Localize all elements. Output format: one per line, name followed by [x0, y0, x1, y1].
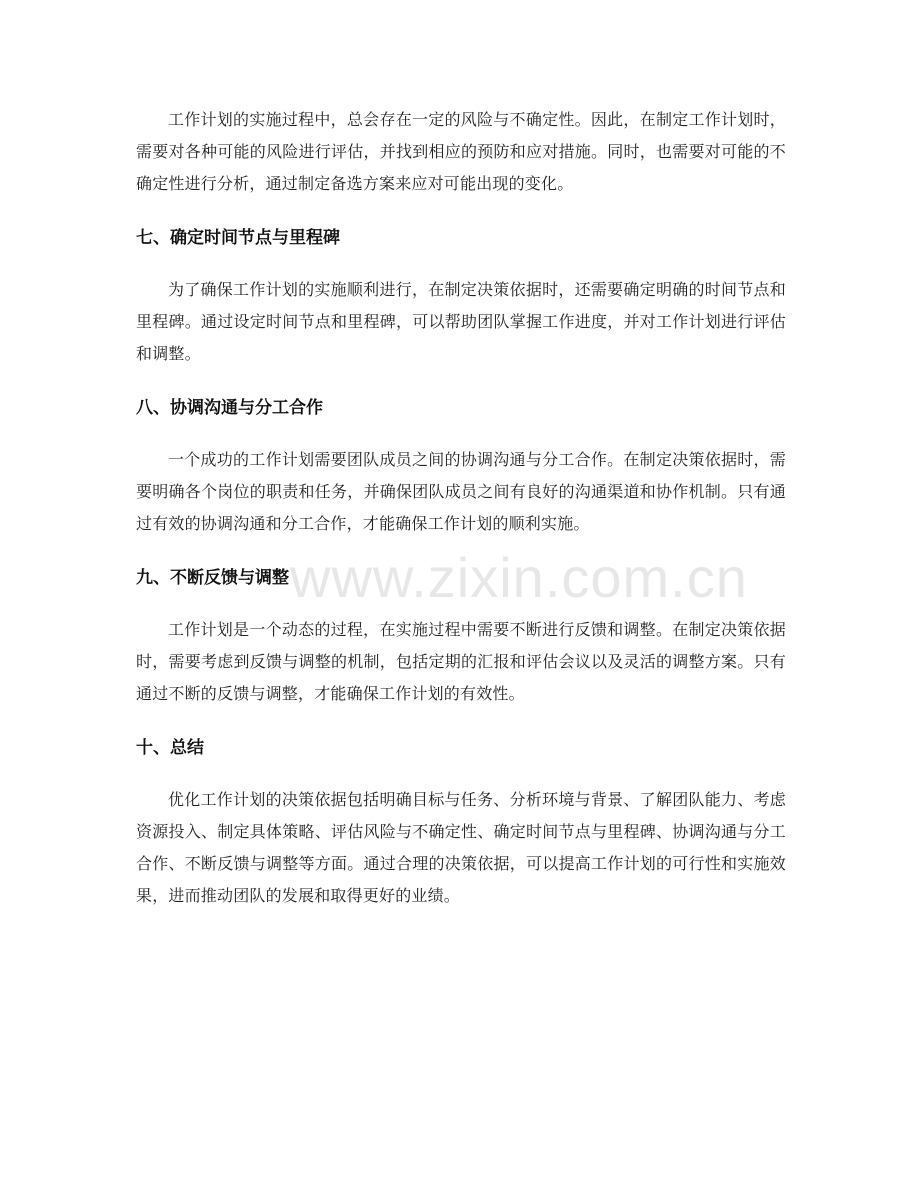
section-paragraph-7: 为了确保工作计划的实施顺利进行，在制定决策依据时，还需要确定明确的时间节点和里程碑。通过设定时间节点和里程碑，可以帮助团队掌握工作进度，并对工作计划进行评估和调整。	[136, 280, 786, 363]
section-heading-9: 九、不断反馈与调整	[136, 568, 289, 588]
intro-paragraph: 工作计划的实施过程中，总会存在一定的风险与不确定性。因此，在制定工作计划时，需要对各种可能的风险进行评估，并找到相应的预防和应对措施。同时，也需要对可能的不确定性进行分析，通过制定备选方案来应对可能出现的变化。	[136, 110, 786, 193]
section-heading-10: 十、总结	[136, 738, 204, 758]
section-paragraph-9: 工作计划是一个动态的过程，在实施过程中需要不断进行反馈和调整。在制定决策依据时，需要考虑到反馈与调整的机制，包括定期的汇报和评估会议以及灵活的调整方案。只有通过不断的反馈与调整，才能确保工作计划的有效性。	[136, 620, 786, 703]
watermark: www.zixin.com.cn	[290, 546, 748, 609]
section-paragraph-10: 优化工作计划的决策依据包括明确目标与任务、分析环境与背景、了解团队能力、考虑资源投入、制定具体策略、评估风险与不确定性、确定时间节点与里程碑、协调沟通与分工合作、不断反馈与调整等方面。通过合理的决策依据，可以提高工作计划的可行性和实施效果，进而推动团队的发展和取得更好的业绩。	[136, 790, 786, 905]
section-paragraph-8: 一个成功的工作计划需要团队成员之间的协调沟通与分工合作。在制定决策依据时，需要明确各个岗位的职责和任务，并确保团队成员之间有良好的沟通渠道和协作机制。只有通过有效的协调沟通和分工合作，才能确保工作计划的顺利实施。	[136, 450, 786, 533]
section-heading-8: 八、协调沟通与分工合作	[136, 398, 323, 418]
document-body	[136, 104, 786, 912]
section-heading-7: 七、确定时间节点与里程碑	[136, 228, 340, 248]
